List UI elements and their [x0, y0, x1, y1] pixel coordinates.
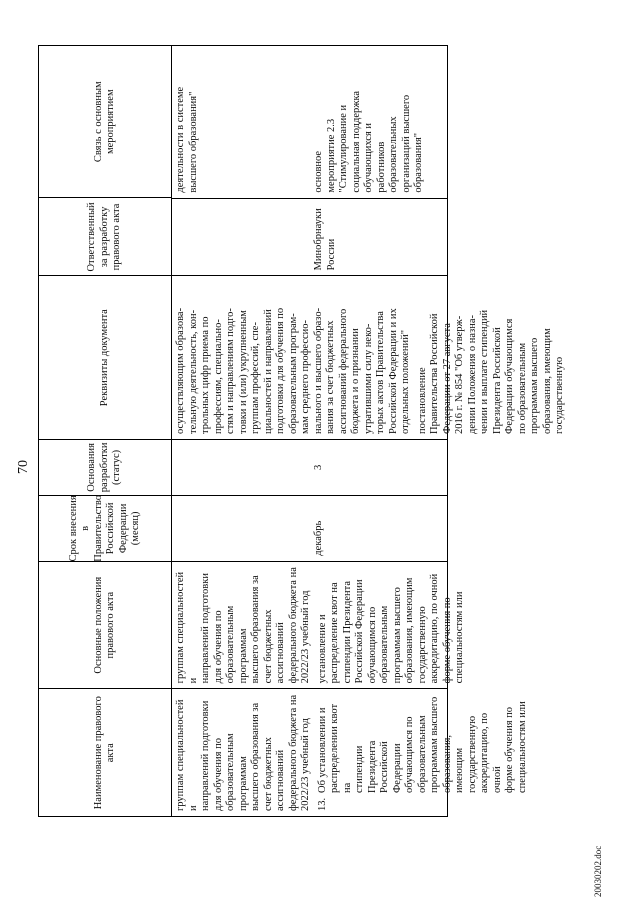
column-main-provisions: [172, 561, 465, 689]
header-main-provisions: Основные положения правового акта: [39, 561, 171, 689]
details-13: постановление Правительства Российской Федерации от 27 августа 2016 г. № 854 "Об утверж- дении Положения о назна- чении и выплате стипендий Президента Российской Федерации обучающимся по образовательным программам высшего образования, имеющим государственную: [416, 309, 565, 434]
table-body: [172, 46, 565, 816]
link-13: основное мероприятие 2.3 "Стимулирование и социальная поддержка обучающихся и работников образовательных организаций высшего образования": [313, 90, 424, 193]
header-submission-deadline: Срок внесения в Правительство Российской Федерации (месяц): [39, 495, 171, 561]
continued-act-name: группам специальностей и направлений подготовки для обучения по образовательным программам высшего образования за счет бюджетных ассигнований федерального бюджета на 2022/23 учебный год: [175, 694, 311, 811]
header-document-details: Реквизиты документа: [39, 275, 171, 438]
header-act-name: Наименование правового акта: [39, 688, 171, 816]
continued-details: осуществляющим образова- тельную деятельность, кон- трольных цифр приема по профессиям, специально- стям и направлениям подго- товки и (или) укрупненным группам профессий, спе- циальностей и направлений подготовки для обучения по образовательным програм- мам среднего профессио- нального и высшего образо- вания за счет бюджетных ассигнований федерального бюджета и о признании утратившими силу неко- торых актов Правительства Российской Федерации и их отдельных положений": [175, 307, 411, 434]
continued-basis: [175, 445, 313, 490]
column-deadline: [172, 495, 448, 561]
continued-provisions: группам специальностей и направлений подготовки для обучения по образовательным программам высшего образования за счет бюджетных ассигнований федерального бюджета на 2022/23 учебный год: [175, 567, 311, 684]
header-development-basis: Основания разработки (статус): [39, 439, 171, 495]
column-document-details: [172, 275, 565, 439]
rotated-landscape-content: [8, 37, 608, 897]
continued-responsible: [175, 204, 313, 271]
header-responsible: Ответственный за разработку правового акта: [39, 197, 171, 275]
header-link-to-activity: Связь с основным мероприятием: [92, 81, 116, 163]
column-link: [172, 46, 448, 198]
row-number: 13.: [316, 797, 328, 811]
column-act-name: [172, 688, 528, 816]
deadline-13: декабрь: [313, 520, 324, 556]
column-basis: [172, 439, 448, 495]
continued-link: деятельности в системе высшего образования": [175, 86, 199, 193]
table-row-13-name: [317, 694, 530, 811]
table-header-row: [39, 46, 172, 816]
act-name-13: Об установлении и распределении квот на стипендии Президента Российской Федерации обучающимся по образовательным программам высшего образования, имеющим государственную аккредитацию, по очной форме обучения по специальностям или: [316, 696, 528, 793]
legal-acts-table: [38, 45, 565, 817]
page-number: 70: [16, 460, 31, 474]
continued-deadline: [175, 501, 313, 556]
provisions-13: установление и распределение квот на стипендии Президента Российской Федерации обучающимся по образовательным программам высшего образования, имеющим государственную аккредитацию, по очной форме обучения по специальностям или: [316, 573, 465, 684]
footer-file-code: 20030202.doc: [593, 845, 603, 897]
responsible-13: Минобрнауки России: [313, 208, 337, 271]
basis-13: 3: [313, 464, 324, 471]
column-responsible: [172, 198, 448, 276]
